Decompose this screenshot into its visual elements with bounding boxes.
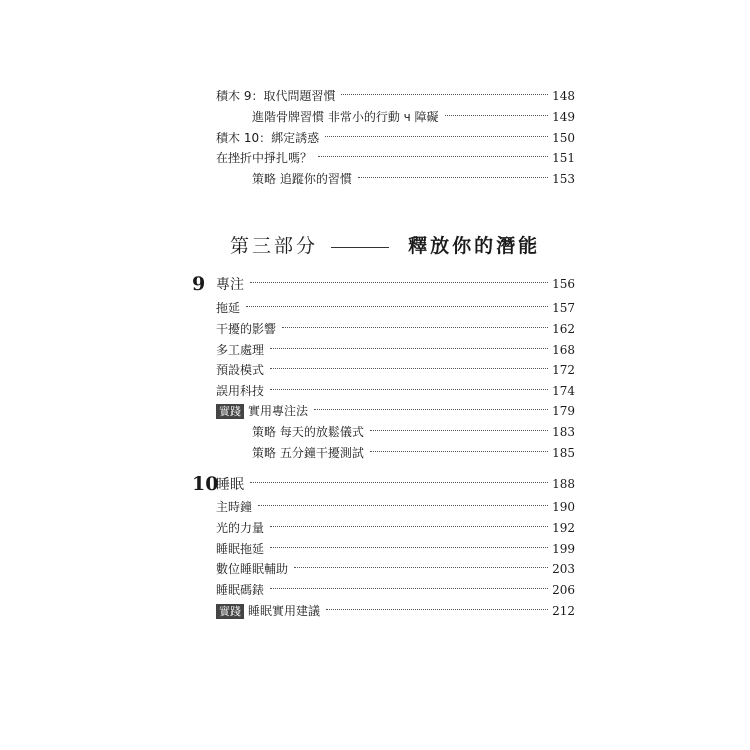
- toc-entry: [216, 321, 575, 337]
- toc-entry-advanced-domino: [252, 109, 575, 125]
- toc-entry-page: 150: [552, 131, 575, 145]
- heading-dash: [331, 247, 389, 248]
- toc-entry-page: 185: [552, 446, 575, 460]
- toc-entry-label: 數位睡眠輔助: [216, 562, 289, 576]
- dot-leader: [314, 409, 548, 410]
- toc-entry-label: 進階骨牌習慣 非常小的行動 ч 障礙: [252, 110, 439, 124]
- toc-entry-page: 199: [552, 542, 575, 556]
- toc-entry-page: 172: [552, 363, 575, 377]
- toc-entry-page: 192: [552, 521, 575, 535]
- toc-entry: [216, 561, 575, 577]
- toc-entry-label: 多工處理: [216, 343, 265, 357]
- toc-entry-strategy: [252, 424, 575, 440]
- dot-leader: [270, 588, 548, 589]
- dot-leader: [270, 348, 548, 349]
- toc-entry: [216, 499, 575, 515]
- toc-entry: [216, 362, 575, 378]
- toc-entry-label: 在挫折中掙扎嗎？: [216, 151, 313, 165]
- toc-entry: [216, 342, 575, 358]
- toc-entry-label: 誤用科技: [216, 384, 265, 398]
- chapter-title: 睡眠: [216, 477, 244, 493]
- toc-entry-page: 183: [552, 425, 575, 439]
- toc-entry-page: 168: [552, 343, 575, 357]
- toc-entry-page: 149: [552, 110, 575, 124]
- dot-leader: [270, 547, 548, 548]
- toc-entry-strategy-track: [252, 171, 575, 187]
- dot-leader: [246, 306, 548, 307]
- chapter-10-heading: [192, 474, 575, 494]
- dot-leader: [258, 505, 548, 506]
- toc-entry: [216, 520, 575, 536]
- toc-entry-struggling: [216, 150, 575, 166]
- toc-entry-label: 睡眠實用建議: [248, 604, 321, 618]
- toc-entry-label: 光的力量: [216, 521, 265, 535]
- dot-leader: [294, 567, 548, 568]
- dot-leader: [370, 430, 548, 431]
- toc-entry-label: 積木 9：取代問題習慣: [216, 89, 336, 103]
- dot-leader: [270, 389, 548, 390]
- toc-entry-page: 174: [552, 384, 575, 398]
- toc-entry-page: 157: [552, 301, 575, 315]
- part-title: 釋放你的潛能: [408, 235, 541, 257]
- toc-entry-label: 拖延: [216, 301, 241, 315]
- toc-entry-label: 策略 五分鐘干擾測試: [252, 446, 364, 460]
- practice-badge: 實踐: [216, 604, 244, 619]
- toc-entry: [216, 383, 575, 399]
- part-heading: [230, 231, 540, 258]
- dot-leader: [318, 156, 548, 157]
- toc-entry-label: 實用專注法: [248, 404, 309, 418]
- toc-entry-building-block-10: [216, 130, 575, 146]
- dot-leader: [250, 282, 548, 283]
- dot-leader: [445, 115, 549, 116]
- toc-entry-page: 151: [552, 151, 575, 165]
- toc-entry: [216, 300, 575, 316]
- toc-entry-strategy: [252, 445, 575, 461]
- part-prefix: 第三部分: [230, 235, 319, 257]
- toc-entry-practice: [216, 403, 575, 419]
- toc-entry-label: 睡眠拖延: [216, 542, 265, 556]
- toc-entry-page: 212: [552, 604, 575, 618]
- dot-leader: [270, 368, 548, 369]
- chapter-page: 156: [552, 277, 575, 291]
- dot-leader: [326, 609, 548, 610]
- toc-entry-label: 策略 每天的放鬆儀式: [252, 425, 364, 439]
- toc-entry-label: 干擾的影響: [216, 322, 277, 336]
- toc-entry-building-block-9: [216, 88, 575, 104]
- toc-entry-label: 預設模式: [216, 363, 265, 377]
- chapter-9-heading: [192, 274, 575, 294]
- toc-entry-page: 162: [552, 322, 575, 336]
- dot-leader: [370, 451, 548, 452]
- toc-entry-page: 206: [552, 583, 575, 597]
- toc-entry-page: 153: [552, 172, 575, 186]
- toc-entry-page: 203: [552, 562, 575, 576]
- toc-entry-page: 190: [552, 500, 575, 514]
- toc-entry-label: 主時鐘: [216, 500, 253, 514]
- chapter-number: 9: [192, 273, 206, 295]
- toc-entry-label: 策略 追蹤你的習慣: [252, 172, 352, 186]
- dot-leader: [358, 177, 548, 178]
- chapter-page: 188: [552, 477, 575, 491]
- dot-leader: [282, 327, 548, 328]
- dot-leader: [250, 482, 548, 483]
- toc-entry: [216, 582, 575, 598]
- toc-entry-page: 179: [552, 404, 575, 418]
- toc-entry-label: 積木 10：綁定誘惑: [216, 131, 320, 145]
- toc-entry-label: 睡眠碼錶: [216, 583, 265, 597]
- toc-entry-practice: [216, 603, 575, 619]
- toc-entry: [216, 541, 575, 557]
- dot-leader: [325, 136, 548, 137]
- toc-entry-page: 148: [552, 89, 575, 103]
- chapter-title: 專注: [216, 277, 244, 293]
- dot-leader: [270, 526, 548, 527]
- practice-badge: 實踐: [216, 404, 244, 419]
- dot-leader: [341, 94, 548, 95]
- chapter-number: 10: [192, 473, 219, 495]
